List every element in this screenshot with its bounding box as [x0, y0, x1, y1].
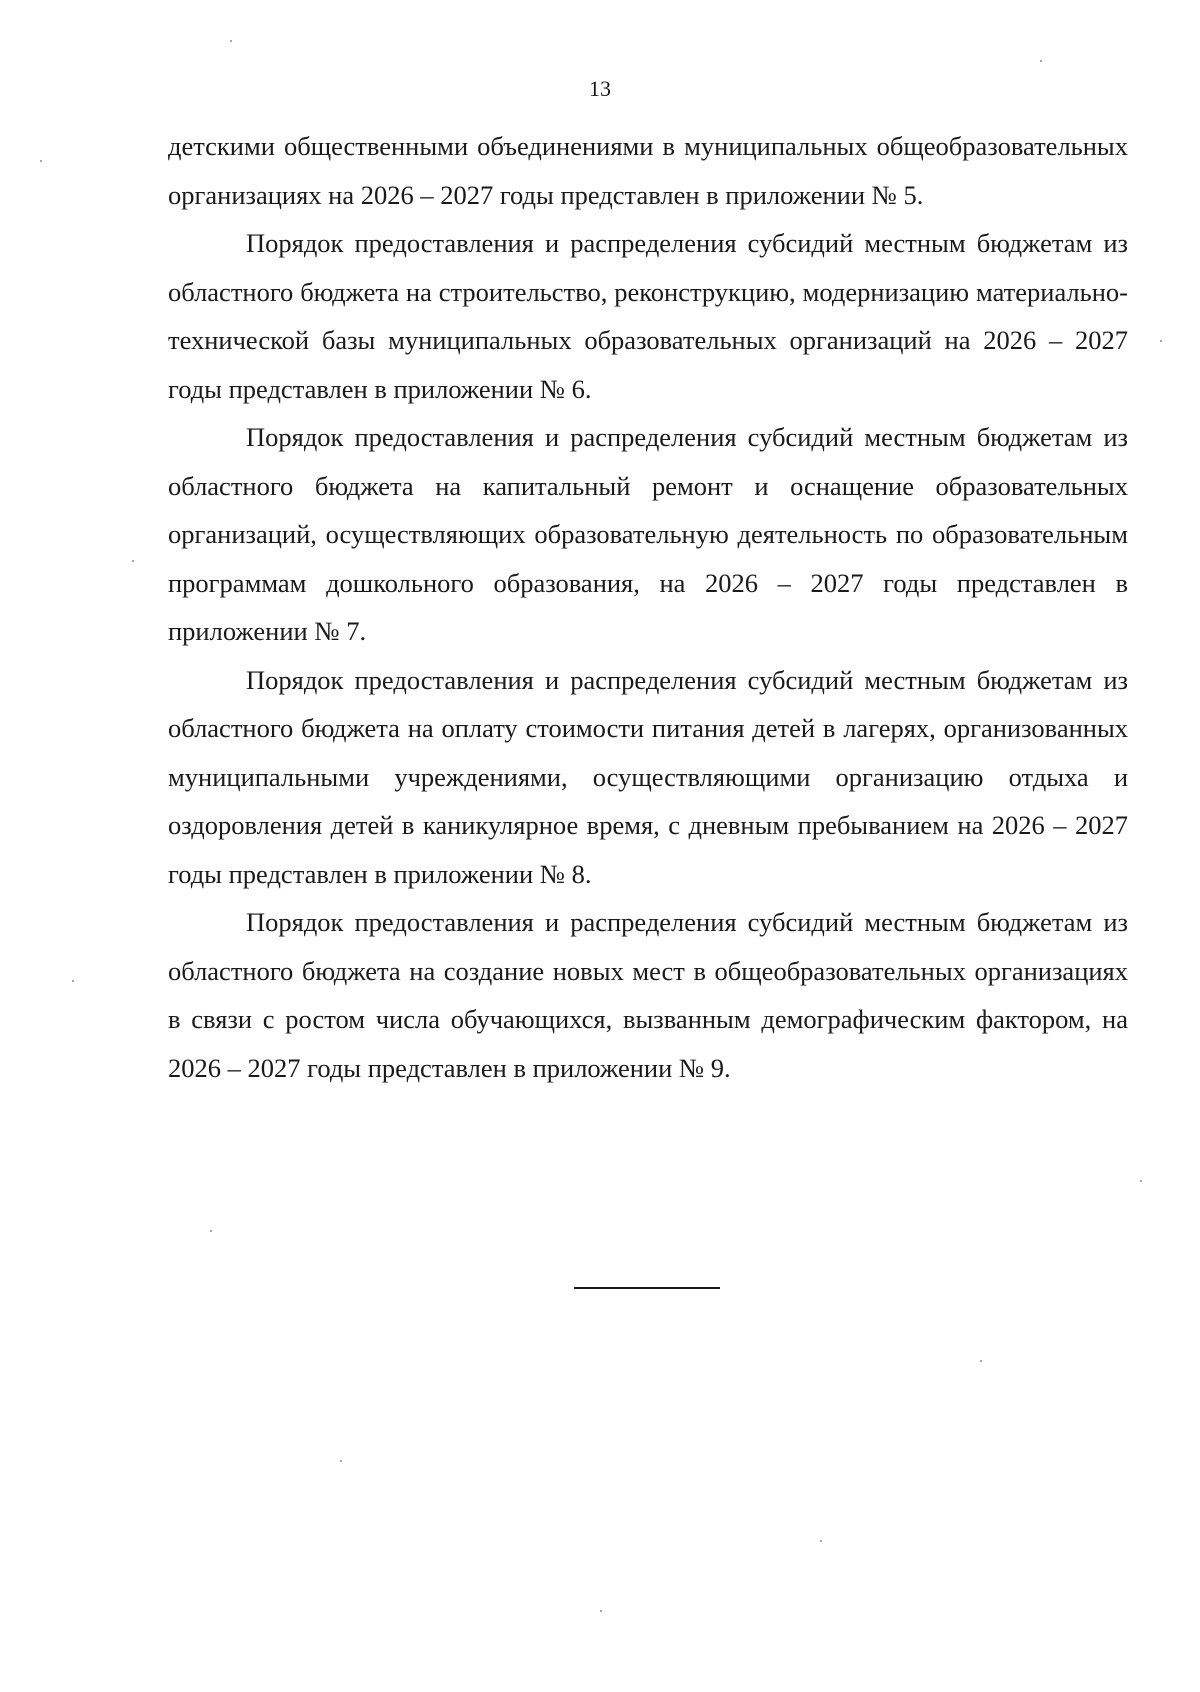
- scan-speck: [980, 1360, 982, 1362]
- paragraph-appendix-6: Порядок предоставления и распределения субсидий местным бюджетам из областного бюджета на строительство, реконструкцию, модернизацию материально-технической базы муниципальных образовательных организаций на 2026 – 2027 годы представлен в приложении № 6.: [168, 228, 1128, 404]
- scan-speck: [600, 1610, 602, 1612]
- end-separator-line: [574, 1287, 720, 1289]
- scan-speck: [820, 1540, 822, 1542]
- scan-speck: [210, 1230, 212, 1232]
- scan-speck: [72, 980, 74, 982]
- scan-speck: [1140, 1180, 1142, 1182]
- paragraph-appendix-9: Порядок предоставления и распределения субсидий местным бюджетам из областного бюджета на создание новых мест в общеобразовательных организациях в связи с ростом числа обучающихся, вызванным демографическим фактором, на 2026 – 2027 годы представлен в приложении № 9.: [168, 907, 1128, 1083]
- scan-speck: [40, 160, 42, 162]
- scan-speck: [132, 560, 134, 562]
- paragraph-appendix-7: Порядок предоставления и распределения субсидий местным бюджетам из областного бюджета на капитальный ремонт и оснащение образовательных организаций, осуществляющих образовательную деятельность по образовательным программам дошкольного образования, на 2026 – 2027 годы представлен в приложении № 7.: [168, 422, 1128, 646]
- scan-speck: [340, 1460, 342, 1462]
- scan-speck: [1040, 60, 1042, 62]
- paragraph-appendix-8: Порядок предоставления и распределения субсидий местным бюджетам из областного бюджета на оплату стоимости питания детей в лагерях, организованных муниципальными учреждениями, осуществляющими организацию отдыха и оздоровления детей в каникулярное время, с дневным пребыванием на 2026 – 2027 годы представлен в приложении № 8.: [168, 664, 1128, 889]
- page-number: 13: [589, 76, 611, 101]
- paragraph-appendix-5: детскими общественными объединениями в муниципальных общеобразовательных организациях на 2026 – 2027 годы представлен в приложении № 5.: [168, 131, 1128, 210]
- scan-speck: [230, 40, 232, 42]
- scan-speck: [1160, 340, 1162, 342]
- document-body: [168, 122, 1128, 1092]
